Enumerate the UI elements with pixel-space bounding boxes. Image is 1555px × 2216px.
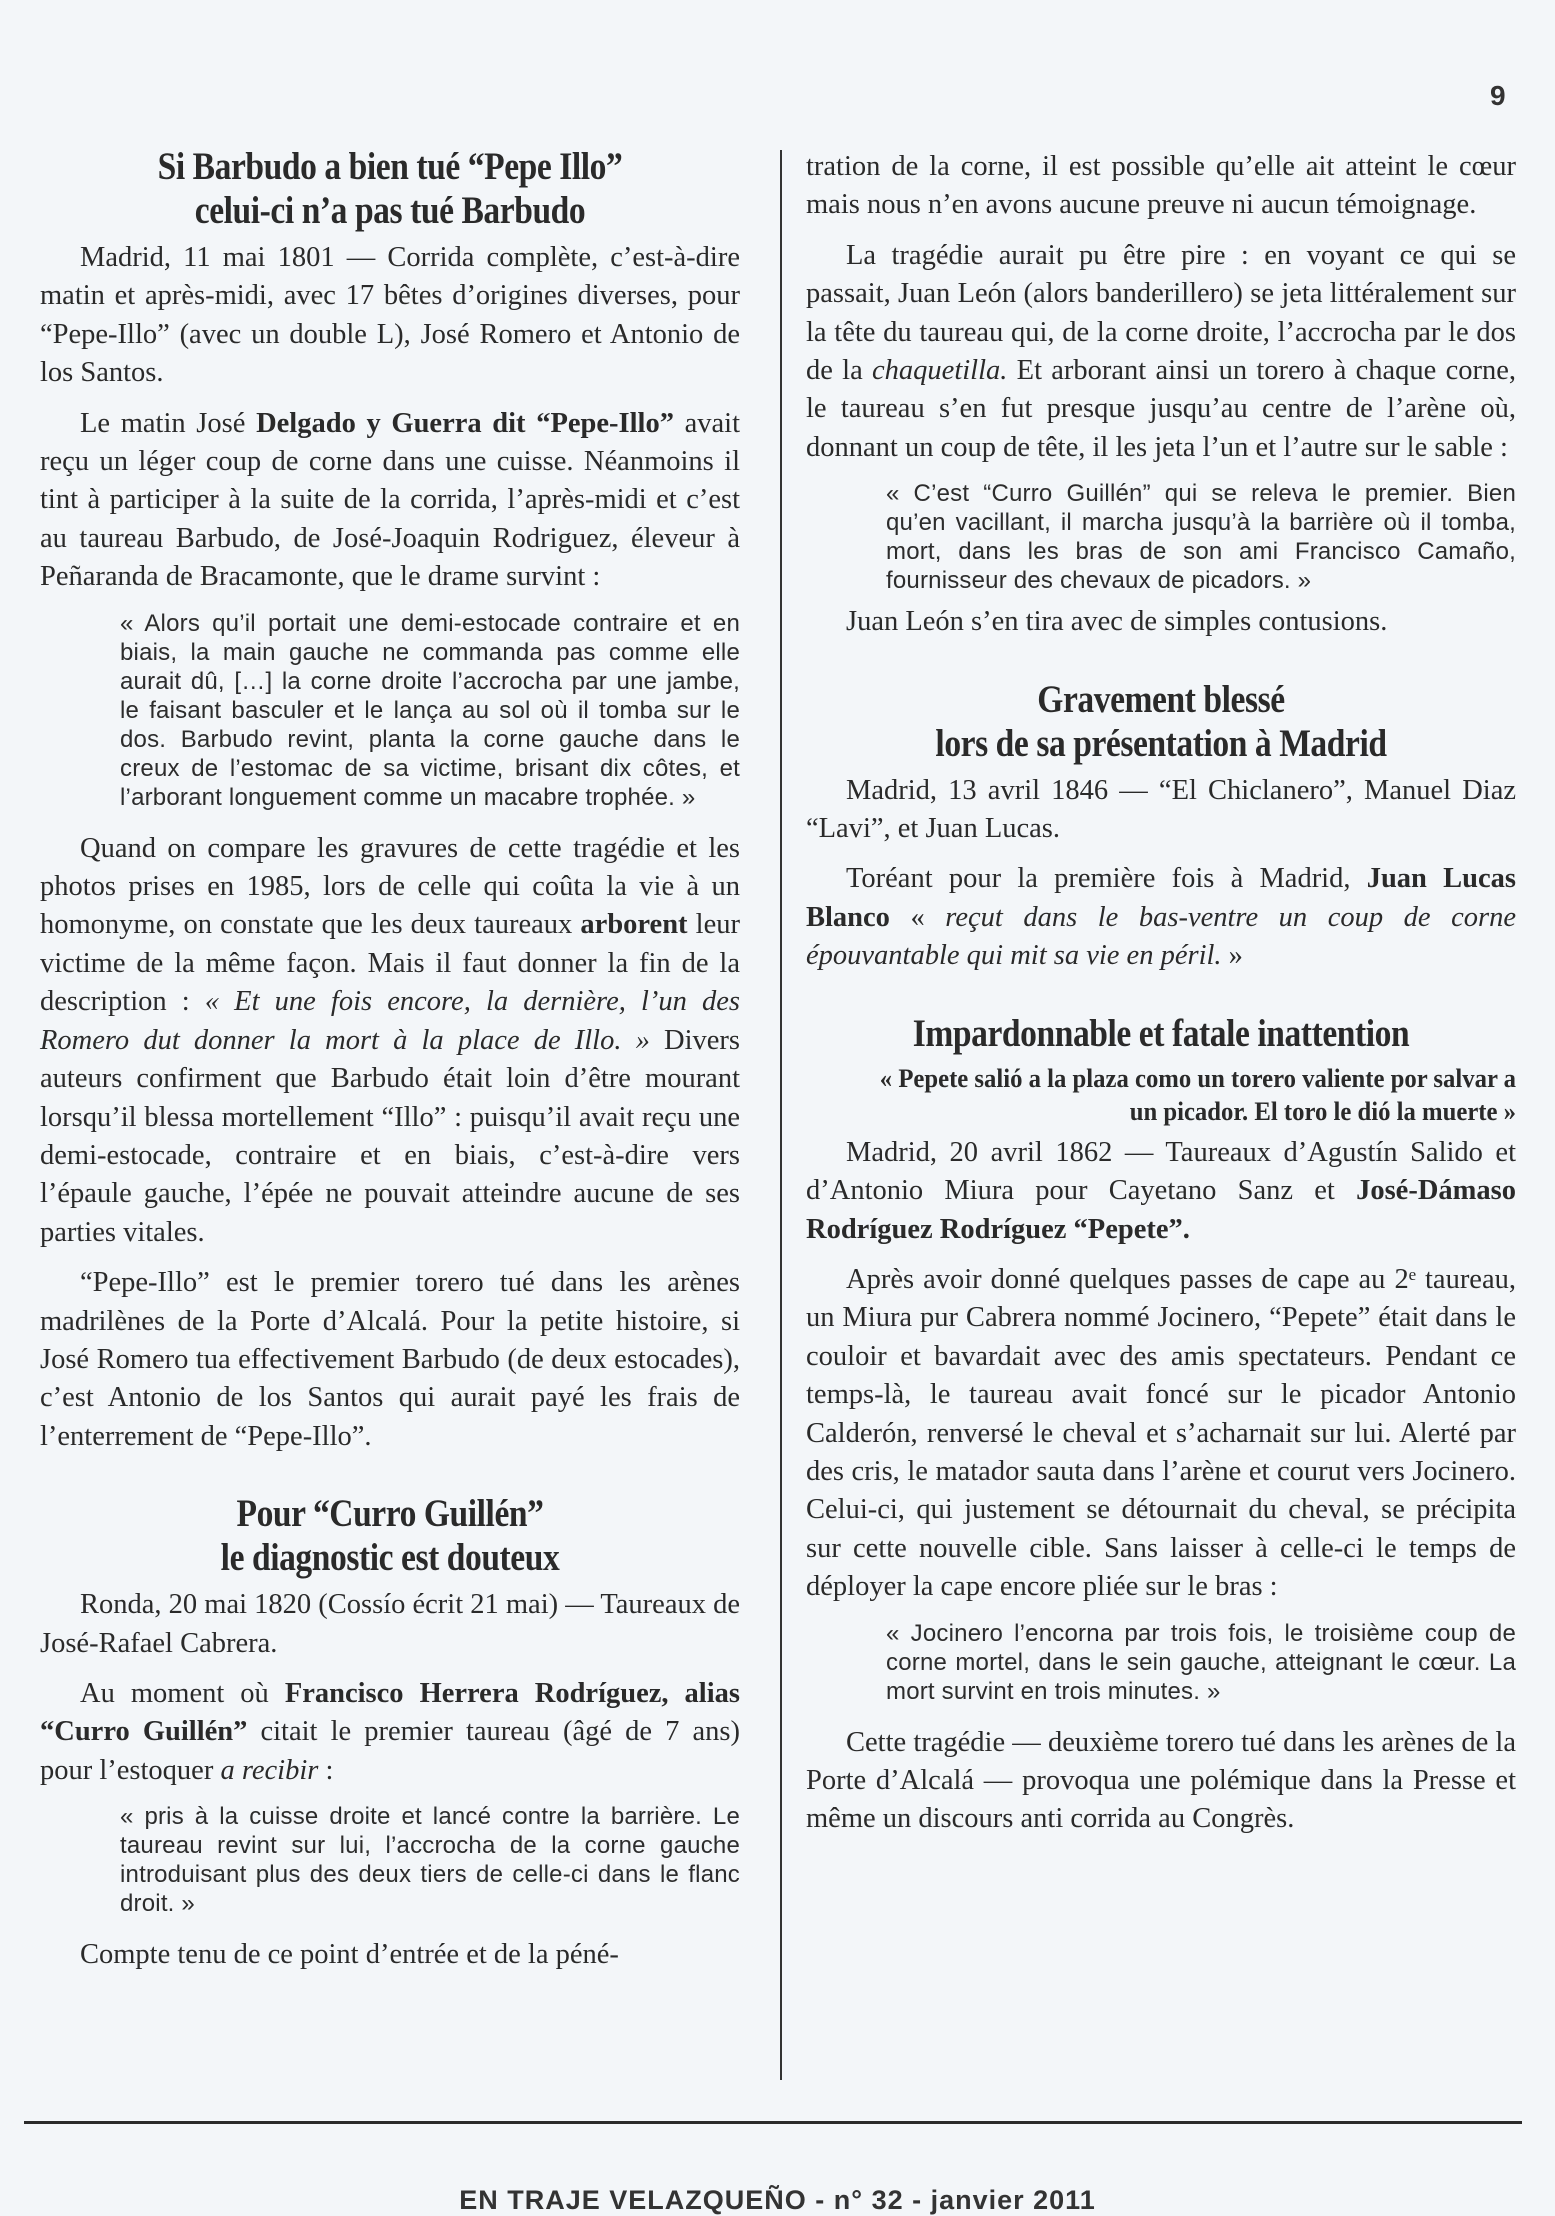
text: Toréant pour la première fois à Madrid,: [846, 863, 1367, 895]
text: Et arborant ainsi un torero à chaque corne, le taureau s’en fut presque jusqu’au centre de l’arène où, donnant un coup de tête, il les jeta l’un et l’autre sur le sable :: [806, 355, 1517, 463]
paragraph: Compte tenu de ce point d’entrée et de la péné-: [80, 1939, 619, 1971]
article-title: [89, 1492, 691, 1580]
paragraph: [40, 1675, 740, 1790]
footer-rule: [24, 2121, 1522, 2124]
italic-term: a recibir: [220, 1754, 319, 1786]
text: leur victime de la même façon. Mais il faut donner la fin de la description :: [40, 909, 740, 1018]
bold-name: Francisco Herrera Rodríguez, alias “Curro Guillén”: [40, 1677, 740, 1748]
text: Le matin José: [80, 407, 257, 439]
article-barbudo: [40, 145, 740, 1456]
title-line-2: lors de sa présentation à Madrid: [935, 721, 1387, 765]
text: Divers auteurs confirment que Barbudo était loin d’être mourant lorsqu’il blessa mortellement “Illo” : puisqu’il avait reçu une demi-estocade, contraire et en biais, c’est-à-dire vers l’épaule gauche, l’épée ne pouvait atteindre aucune de ses parties vitales.: [40, 1024, 740, 1248]
paragraph: “Pepe-Illo” est le premier torero tué dans les arènes madrilènes de la Porte d’Alcalá. Pour la petite histoire, si José Romero tua effectivement Barbudo (de deux estocades), c’est Antonio de los Santos qui aurait payé les frais de l’enterrement de “Pepe-Illo”.: [40, 1267, 740, 1452]
article-title: [856, 678, 1467, 766]
title-line-1: Pour “Curro Guillén”: [236, 1492, 544, 1536]
italic-quote: reçut dans le bas-ventre un coup de corne épouvantable qui mit sa vie en péril.: [806, 901, 1516, 972]
article-pepete: [806, 1012, 1516, 1839]
paragraph: [806, 860, 1516, 975]
text: avait reçu un léger coup de corne dans une cuisse. Néanmoins il tint à participer à la suite de la corrida, l’après-midi et c’est au taureau Barbudo, de José-Joaquin Rodriguez, éleveur à Peñaranda de Bracamonte, que le drame survint :: [40, 407, 741, 593]
text: citait le premier taureau (âgé de 7 ans) pour l’estoquer: [40, 1716, 740, 1786]
italic-quote: « Et une fois encore, la dernière, l’un des Romero dut donner la mort à la place de Illo. »: [40, 986, 740, 1056]
right-column: [806, 148, 1516, 1851]
page-number: 9: [1490, 80, 1506, 111]
title-line-1: Gravement blessé: [1037, 677, 1285, 721]
title-line-1: Si Barbudo a bien tué “Pepe Illo”: [157, 145, 623, 188]
paragraph: Juan León s’en tira avec de simples contusions.: [846, 606, 1388, 638]
block-quote: « C’est “Curro Guillén” qui se releva le premier. Bien qu’en vacillant, il marcha jusqu’à la barrière où il tomba, mort, dans les bras de son ami Francisco Camaño, fournisseur des chevaux de picadors. »: [886, 480, 1516, 595]
paragraph: [40, 405, 740, 597]
paragraph: Ronda, 20 mai 1820 (Cossío écrit 21 mai) — Taureaux de José-Rafael Cabrera.: [40, 1589, 740, 1659]
column-divider: [780, 150, 782, 2080]
text: :: [318, 1754, 334, 1786]
block-quote: « pris à la cuisse droite et lancé contre la barrière. Le taureau revint sur lui, l’accrocha de la corne gauche introduisant plus des deux tiers de celle-ci dans le flanc droit. »: [120, 1803, 740, 1918]
paragraph: Madrid, 11 mai 1801 — Corrida complète, c’est-à-dire matin et après-midi, avec 17 bêtes d’origines diverses, pour “Pepe-Illo” (avec un double L), José Romero et Antonio de los Santos.: [40, 242, 740, 389]
block-quote: « Alors qu’il portait une demi-estocade contraire et en biais, la main gauche ne commanda pas comme elle aurait dû, […] la corne droite l’accrocha par une jambe, le faisant basculer et le lança au sol où il tomba sur le dos. Barbudo revint, planta la corne gauche dans le creux de l’estomac de sa victime, brisant dix côtes, et l’arborant longuement comme un macabre trophée. »: [120, 609, 740, 811]
block-quote: « Jocinero l’encorna par trois fois, le troisième coup de corne mortel, dans le sein gauche, atteignant le cœur. La mort survint en trois minutes. »: [886, 1619, 1516, 1705]
text: La tragédie aurait pu être pire : en voyant ce qui se passait, Juan León (alors banderillero) se jeta littéralement sur la tête du taureau qui, de la corne droite, l’accrocha par le dos de la: [806, 239, 1516, 387]
bold-name: Delgado y Guerra dit “Pepe-Illo”: [256, 407, 674, 439]
paragraph-continued: tration de la corne, il est possible qu’elle ait atteint le cœur mais nous n’en avons aucune preuve ni aucun témoignage.: [806, 151, 1516, 221]
bold-name: Juan Lucas Blanco: [806, 863, 1516, 933]
text: Quand on compare les gravures de cette tragédie et les photos prises en 1985, lors de celle qui coûta la vie à un homonyme, on constate que les deux taureaux: [40, 832, 740, 941]
paragraph: [40, 830, 740, 1252]
title-line-2: celui-ci n’a pas tué Barbudo: [194, 189, 586, 232]
italic-term: chaquetilla.: [872, 355, 1008, 387]
article-title: Impardonnable et fatale inattention: [912, 1011, 1410, 1055]
paragraph: [806, 1134, 1516, 1249]
text: «: [889, 901, 946, 933]
article-juan-lucas: [806, 678, 1516, 976]
bold-name: José-Dámaso Rodríguez Rodríguez “Pepete”.: [806, 1175, 1516, 1245]
article-curro-guillen: [40, 1492, 740, 1974]
article-title: [89, 145, 691, 233]
paragraph: Après avoir donné quelques passes de cape au 2ᵉ taureau, un Miura pur Cabrera nommé Jocinero, “Pepete” était dans le couloir et bavardait avec des amis spectateurs. Pendant ce temps-là, le taureau avait foncé sur le picador Antonio Calderón, renversé le cheval et s’acharnait sur lui. Alerté par des cris, le matador sauta dans l’arène et courut vers Jocinero. Celui-ci, qui justement se détournait du cheval, se précipita sur cette nouvelle cible. Sans laisser à celle-ci le temps de déployer la cape encore pliée sur le bras :: [806, 1263, 1516, 1603]
paragraph: Madrid, 13 avril 1846 — “El Chiclanero”, Manuel Diaz “Lavi”, et Juan Lucas.: [806, 774, 1516, 845]
title-line-2: le diagnostic est douteux: [220, 1536, 560, 1580]
text: Au moment où: [80, 1677, 285, 1709]
text: »: [1221, 940, 1243, 972]
paragraph: Cette tragédie — deuxième torero tué dans les arènes de la Porte d’Alcalá — provoqua une polémique dans la Presse et même un discours anti corrida au Congrès.: [806, 1726, 1516, 1835]
bold-word: arborent: [580, 909, 688, 941]
text: Madrid, 20 avril 1862 — Taureaux d’Agustín Salido et d’Antonio Miura pour Cayetano Sanz et: [806, 1136, 1516, 1207]
paragraph: [806, 237, 1516, 467]
footer-publication: EN TRAJE VELAZQUEÑO - n° 32 - janvier 2011: [459, 2185, 1096, 2215]
left-column: [40, 140, 740, 1986]
epigraph: « Pepete salió a la plaza como un torero valiente por salvar a un picador. El toro le dió la muerte »: [879, 1063, 1516, 1126]
